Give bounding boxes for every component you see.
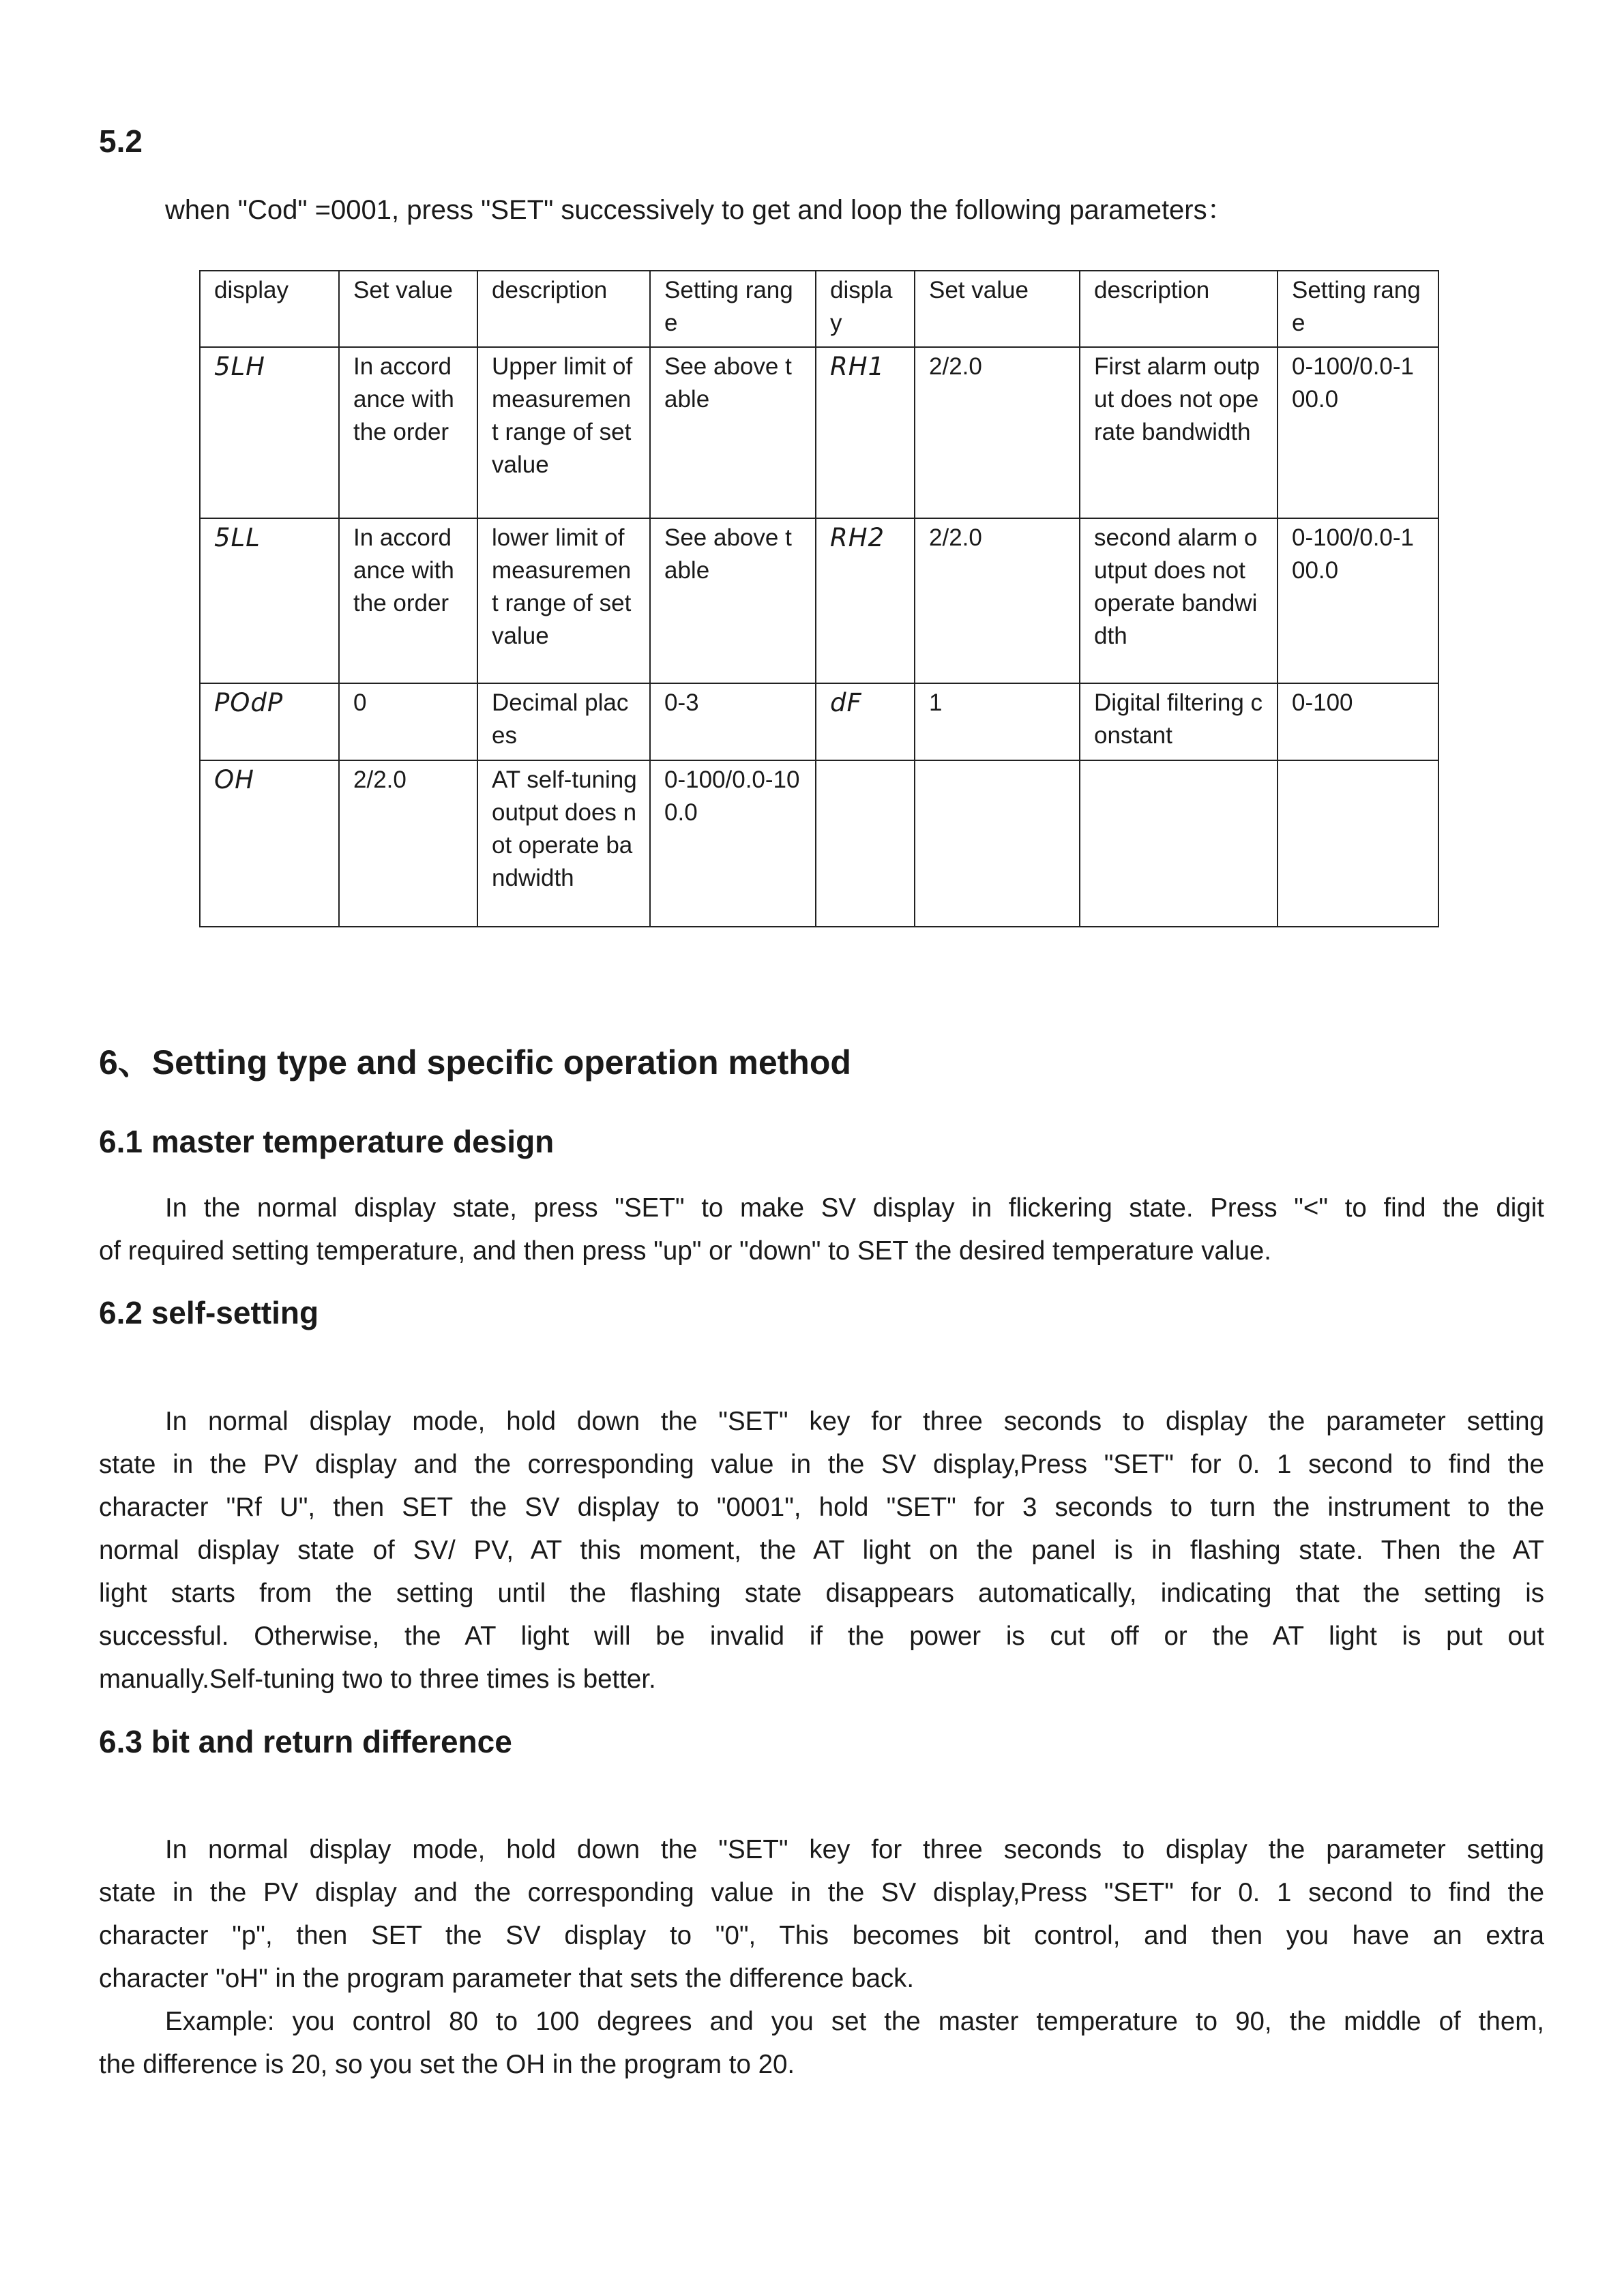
- paragraph-line: character "Rf U", then SET the SV display to "0001", hold "SET" for 3 seconds to turn the instrument to the: [99, 1493, 1544, 1522]
- table-header-cell: Setting range: [650, 271, 816, 347]
- table-cell: Digital filtering constant: [1080, 683, 1278, 760]
- section-6-heading: 6、Setting type and specific operation method: [99, 1043, 851, 1082]
- paragraph-line: Example: you control 80 to 100 degrees and you set the master temperature to 90, the middle of them,: [165, 2007, 1544, 2036]
- table-row: [200, 683, 1438, 760]
- display-code-cell: [816, 760, 915, 927]
- table-cell: See above table: [650, 347, 816, 518]
- table-header-cell: Set value: [915, 271, 1080, 347]
- paragraph-line: state in the PV display and the corresponding value in the SV display,Press "SET" for 0. 1 second to find the: [99, 1450, 1544, 1479]
- paragraph-line: successful. Otherwise, the AT light will be invalid if the power is cut off or the AT light is put out: [99, 1622, 1544, 1651]
- table-cell: Decimal places: [477, 683, 650, 760]
- table-cell: 0-100/0.0-100.0: [1278, 518, 1438, 683]
- table-cell: 0-100: [1278, 683, 1438, 760]
- table-header-cell: description: [1080, 271, 1278, 347]
- table-header-row: [200, 271, 1438, 347]
- display-code-cell: OH: [200, 760, 339, 927]
- table-cell: In accordance with the order: [339, 518, 477, 683]
- table-row: [200, 518, 1438, 683]
- paragraph-line: normal display state of SV/ PV, AT this moment, the AT light on the panel is in flashing state. Then the AT: [99, 1536, 1544, 1565]
- table-header-cell: description: [477, 271, 650, 347]
- table-cell: 0-100/0.0-100.0: [1278, 347, 1438, 518]
- table-cell: AT self-tuning output does not operate bandwidth: [477, 760, 650, 927]
- section-number: 5.2: [99, 123, 143, 159]
- section-6-2-heading: 6.2 self-setting: [99, 1295, 319, 1330]
- section-6-3-text: [99, 1828, 1544, 2086]
- table-cell: 2/2.0: [915, 518, 1080, 683]
- display-code-cell: dF: [816, 683, 915, 760]
- table-cell: See above table: [650, 518, 816, 683]
- table-cell: second alarm output does not operate bandwidth: [1080, 518, 1278, 683]
- table-cell: 0-100/0.0-100.0: [650, 760, 816, 927]
- paragraph-line: of required setting temperature, and then press "up" or "down" to SET the desired temperature value.: [99, 1236, 1271, 1266]
- section-6-2-text: [99, 1400, 1544, 1701]
- table-cell: In accordance with the order: [339, 347, 477, 518]
- paragraph-line: the difference is 20, so you set the OH in the program to 20.: [99, 2050, 795, 2079]
- section-intro: when "Cod" =0001, press "SET" successively to get and loop the following parameters：: [165, 195, 1235, 225]
- section-6-1-text: [99, 1187, 1544, 1272]
- table-cell: 1: [915, 683, 1080, 760]
- paragraph-line: manually.Self-tuning two to three times is better.: [99, 1665, 656, 1694]
- paragraph-line: character "p", then SET the SV display to "0", This becomes bit control, and then you have an extra: [99, 1921, 1544, 1950]
- display-code-cell: RH2: [816, 518, 915, 683]
- paragraph-line: state in the PV display and the corresponding value in the SV display,Press "SET" for 0. 1 second to find the: [99, 1878, 1544, 1907]
- paragraph-line: light starts from the setting until the flashing state disappears automatically, indicating that the setting is: [99, 1579, 1544, 1608]
- paragraph-line: character "oH" in the program parameter that sets the difference back.: [99, 1964, 915, 1993]
- table-header-cell: display: [200, 271, 339, 347]
- paragraph-line: In normal display mode, hold down the "SET" key for three seconds to display the parameter setting: [165, 1835, 1544, 1864]
- display-code-cell: POdP: [200, 683, 339, 760]
- table-cell: 2/2.0: [339, 760, 477, 927]
- table-cell: First alarm output does not operate bandwidth: [1080, 347, 1278, 518]
- table-header-cell: Set value: [339, 271, 477, 347]
- paragraph-line: In normal display mode, hold down the "SET" key for three seconds to display the parameter setting: [165, 1407, 1544, 1436]
- parameter-table: [199, 270, 1439, 927]
- table-cell: 0-3: [650, 683, 816, 760]
- display-code-cell: 5LL: [200, 518, 339, 683]
- section-6-3-heading: 6.3 bit and return difference: [99, 1724, 512, 1759]
- table-row: [200, 760, 1438, 927]
- table-header-cell: Setting range: [1278, 271, 1438, 347]
- display-code-cell: RH1: [816, 347, 915, 518]
- table-cell: [1080, 760, 1278, 927]
- table-cell: [1278, 760, 1438, 927]
- table-header-cell: display: [816, 271, 915, 347]
- table-cell: lower limit of measurement range of set value: [477, 518, 650, 683]
- table-row: [200, 347, 1438, 518]
- table-cell: Upper limit of measurement range of set value: [477, 347, 650, 518]
- table-cell: [915, 760, 1080, 927]
- display-code-cell: 5LH: [200, 347, 339, 518]
- paragraph-line: In the normal display state, press "SET" to make SV display in flickering state. Press "<" to find the digit: [165, 1193, 1544, 1223]
- section-6-1-heading: 6.1 master temperature design: [99, 1124, 555, 1159]
- table-cell: 0: [339, 683, 477, 760]
- table-cell: 2/2.0: [915, 347, 1080, 518]
